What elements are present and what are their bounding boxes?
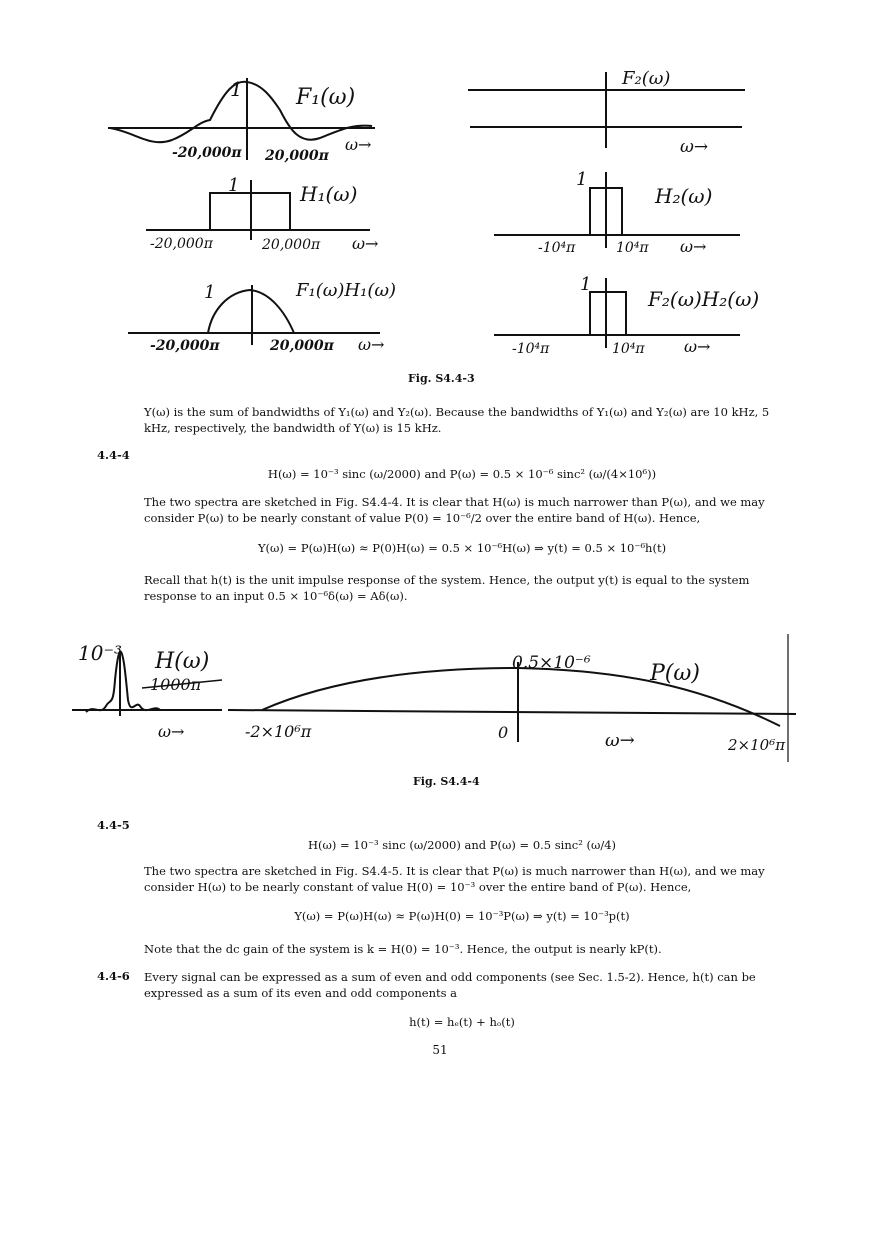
h1-peak: 1 [228, 175, 240, 196]
f2h2-axis-label: ω→ [684, 337, 711, 356]
f2h2-left-tick: -10⁴π [512, 341, 550, 357]
para-4-4-6-even-odd: Every signal can be expressed as a sum of even and odd components (see Sec. 1.5-2). Hence, h(t) can be expressed as a sum of its even and odd components a [144, 970, 756, 1000]
fig-s4-4-4-caption: Fig. S4.4-4 [413, 775, 480, 788]
p-curve [262, 668, 780, 726]
f1h1-right-tick: 20,000π [270, 338, 334, 354]
f1h1-left-tick: -20,000π [150, 338, 220, 354]
h-tick-line [142, 680, 222, 688]
eq-4-4-5-y: Y(ω) = P(ω)H(ω) ≈ P(ω)H(0) = 10⁻³P(ω) ⇒ y(t) = 10⁻³p(t) [294, 909, 630, 923]
f1-peak: 1 [230, 77, 243, 101]
para-4-4-4-recall: Recall that h(t) is the unit impulse response of the system. Hence, the output y(t) is equal to the system response to an input 0.5 × 10⁻⁶δ(ω) = Aδ(ω). [144, 573, 750, 603]
p-zero: 0 [498, 723, 509, 742]
eq-4-4-4-y: Y(ω) = P(ω)H(ω) ≈ P(0)H(ω) = 0.5 × 10⁻⁶H(ω) ⇒ y(t) = 0.5 × 10⁻⁶h(t) [257, 541, 667, 555]
p-label: P(ω) [650, 661, 700, 686]
h1-left-tick: -20,000π [150, 236, 213, 252]
section-number-4-4-5: 4.4-5 [97, 818, 130, 832]
para-4-4-4-spectra: The two spectra are sketched in Fig. S4.4-4. It is clear that H(ω) is much narrower than P(ω), and we may consider P(ω) to be nearly constant of value P(0) = 10⁻⁶/2 over the entire band of H(ω). Hence, [144, 495, 765, 525]
f2h2-right-tick: 10⁴π [612, 341, 645, 357]
para-y-bandwidth: Y(ω) is the sum of bandwidths of Y₁(ω) and Y₂(ω). Because the bandwidths of Y₁(ω) and Y₂(ω) are 10 kHz, 5 kHz, respectively, the bandwidth of Y(ω) is 15 kHz. [144, 405, 770, 435]
f1h1-label: F₁(ω)H₁(ω) [296, 280, 397, 301]
section-number-4-4-4: 4.4-4 [97, 448, 130, 462]
h-tick-label: 1000π [150, 675, 202, 694]
eq-4-4-4-h-p: H(ω) = 10⁻³ sinc (ω/2000) and P(ω) = 0.5 × 10⁻⁶ sinc² (ω/(4×10⁶)) [267, 467, 657, 481]
f1-right-tick: 20,000π [265, 148, 329, 164]
p-plot [228, 634, 796, 762]
f1h1-peak: 1 [204, 282, 216, 303]
f1-label: F₁(ω) [296, 85, 356, 110]
f2h2-peak: 1 [580, 274, 592, 295]
h-peak: 10⁻³ [78, 641, 123, 665]
f1-axis-label: ω→ [345, 135, 372, 154]
h2-axis-label: ω→ [680, 237, 707, 256]
f2-label: F₂(ω) [622, 68, 671, 89]
f2-axis-label: ω→ [680, 137, 709, 157]
f2h2-label: F₂(ω)H₂(ω) [648, 287, 760, 311]
f2h2-rect [590, 292, 626, 335]
eq-4-4-6-h: h(t) = hₑ(t) + hₒ(t) [409, 1015, 515, 1029]
h2-peak: 1 [576, 169, 588, 190]
f1h1-axis-label: ω→ [358, 335, 385, 354]
h-plot [72, 652, 222, 716]
para-4-4-5-dc-gain: Note that the dc gain of the system is k = H(0) = 10⁻³. Hence, the output is nearly kP(t). [144, 942, 662, 956]
para-4-4-5-spectra: The two spectra are sketched in Fig. S4.4-5. It is clear that P(ω) is much narrower than H(ω), and we may consider H(ω) to be nearly constant of value H(0) = 10⁻³ over the entire band of P(ω). Hence, [144, 864, 765, 894]
section-number-4-4-6: 4.4-6 [97, 969, 130, 983]
p-peak: 0.5×10⁻⁶ [512, 653, 591, 673]
p-left-tick: -2×10⁶π [245, 722, 312, 741]
p-axis-label: ω→ [605, 730, 635, 751]
p-right-tick: 2×10⁶π [728, 736, 786, 754]
h2-left-tick: -10⁴π [538, 240, 576, 256]
h1-label: H₁(ω) [300, 182, 358, 206]
h2-right-tick: 10⁴π [616, 240, 649, 256]
eq-4-4-5-h-p: H(ω) = 10⁻³ sinc (ω/2000) and P(ω) = 0.5 sinc² (ω/4) [307, 838, 617, 852]
p-axis [228, 710, 796, 714]
f1-left-tick: -20,000π [172, 145, 242, 161]
h-curve [86, 652, 160, 712]
h1-axis-label: ω→ [352, 234, 379, 253]
h2-label: H₂(ω) [655, 184, 713, 208]
figure-s4-4-3 [0, 0, 880, 400]
h-axis-label: ω→ [158, 722, 185, 741]
fig-s4-4-3-caption: Fig. S4.4-3 [408, 372, 475, 385]
page-number: 51 [432, 1043, 448, 1057]
h1-right-tick: 20,000π [262, 237, 321, 253]
h-label: H(ω) [155, 649, 210, 674]
